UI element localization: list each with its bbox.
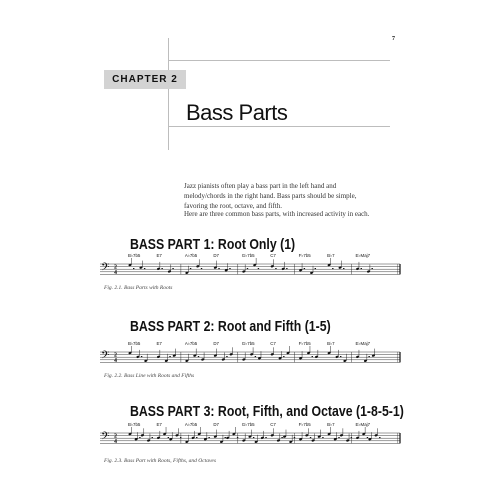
rest-mark — [283, 356, 284, 357]
rest-mark — [190, 268, 191, 269]
rest-mark — [133, 268, 134, 269]
rest-mark — [340, 356, 341, 357]
rest-mark — [196, 437, 197, 438]
rest-mark — [368, 356, 369, 357]
rest-mark — [312, 356, 313, 357]
rest-mark — [338, 437, 339, 438]
rest-mark — [367, 437, 368, 438]
rest-mark — [361, 268, 362, 269]
chord-symbol: B♭7b5 — [128, 341, 141, 346]
rest-mark — [229, 268, 230, 269]
rest-mark — [253, 437, 254, 438]
rest-mark — [152, 437, 153, 438]
time-signature-numerator: 2 — [114, 264, 117, 271]
rest-mark — [304, 268, 305, 269]
chord-symbol: G♭7b5 — [241, 422, 255, 427]
rest-mark — [322, 437, 323, 438]
chord-symbol: D7 — [213, 341, 219, 346]
time-signature-denominator: 4 — [114, 358, 117, 365]
guide-rule-horizontal — [168, 60, 390, 61]
figure-caption: Fig. 2.1. Bass Parts with Roots — [104, 285, 173, 291]
chord-symbol: F♭7b5 — [298, 253, 311, 258]
rest-mark — [379, 437, 380, 438]
rest-mark — [168, 437, 169, 438]
rest-mark — [141, 356, 142, 357]
rest-mark — [371, 268, 372, 269]
chord-symbol: B♭7b5 — [128, 253, 141, 258]
chord-symbol: F♭7b5 — [298, 341, 311, 346]
rest-mark — [332, 268, 333, 269]
chord-symbol: G♭7b5 — [241, 253, 255, 258]
title-underline — [168, 126, 390, 127]
rest-mark — [275, 268, 276, 269]
time-signature-denominator: 4 — [114, 439, 117, 446]
rest-mark — [315, 268, 316, 269]
chord-symbol: E♭Maj7 — [355, 341, 371, 346]
chord-symbol: E7 — [156, 253, 162, 258]
rest-mark — [172, 268, 173, 269]
chord-symbol: D7 — [213, 422, 219, 427]
chord-symbol: E7 — [156, 341, 162, 346]
rest-mark — [198, 356, 199, 357]
section-title: Bass Parts — [186, 100, 288, 125]
bass-clef-symbol: 𝄢 — [101, 430, 110, 446]
chapter-label: CHAPTER 2 — [112, 74, 178, 85]
chord-symbol: B♭7 — [327, 253, 335, 258]
rest-mark — [255, 356, 256, 357]
time-signature-denominator: 4 — [114, 270, 117, 277]
chapter-label-box — [104, 70, 186, 89]
rest-mark — [343, 268, 344, 269]
bass-clef-symbol: 𝄢 — [101, 261, 110, 277]
chord-symbol: D7 — [213, 253, 219, 258]
rest-mark — [226, 356, 227, 357]
rest-mark — [310, 437, 311, 438]
bass-part-heading: BASS PART 3: Root, Fifth, and Octave (1-8-5-1) — [130, 403, 404, 420]
chord-symbol: B♭7 — [327, 422, 335, 427]
rest-mark — [281, 437, 282, 438]
bass-part-heading: BASS PART 2: Root and Fifth (1-5) — [130, 318, 331, 335]
guide-rule-vertical — [168, 38, 169, 150]
rest-mark — [201, 268, 202, 269]
rest-mark — [286, 268, 287, 269]
rest-mark — [225, 437, 226, 438]
time-signature-numerator: 2 — [114, 433, 117, 440]
chord-symbol: B♭7b5 — [128, 422, 141, 427]
chord-symbol: B♭7 — [327, 341, 335, 346]
rest-mark — [265, 437, 266, 438]
rest-mark — [208, 437, 209, 438]
rest-mark — [144, 268, 145, 269]
figure-caption: Fig. 2.3. Bass Part with Roots, Fifths, and Octaves — [104, 458, 216, 464]
page-number: 7 — [392, 36, 395, 42]
chord-symbol: C7 — [270, 341, 276, 346]
time-signature-numerator: 2 — [114, 352, 117, 359]
chord-symbol: E7 — [156, 422, 162, 427]
chord-symbol: A♭7b5 — [184, 341, 198, 346]
rest-mark — [169, 356, 170, 357]
intro-paragraph: Here are three common bass parts, with increased activity in each. — [184, 210, 370, 218]
rest-mark — [139, 437, 140, 438]
chord-symbol: E♭Maj7 — [355, 422, 371, 427]
bass-clef-symbol: 𝄢 — [101, 349, 110, 365]
chord-symbol: A♭7b5 — [184, 253, 198, 258]
rest-mark — [247, 268, 248, 269]
rest-mark — [218, 268, 219, 269]
rest-mark — [161, 268, 162, 269]
chord-symbol: C7 — [270, 253, 276, 258]
bass-part-heading: BASS PART 1: Root Only (1) — [130, 236, 296, 253]
chord-symbol: A♭7b5 — [184, 422, 198, 427]
rest-mark — [258, 268, 259, 269]
chord-symbol: E♭Maj7 — [355, 253, 371, 258]
intro-paragraph: Jazz pianists often play a bass part in the left hand and melody/chords in the right hand. Bass parts should be simple, favoring the root, octave, and fifth. — [184, 182, 357, 210]
music-staff — [100, 421, 402, 461]
figure-caption: Fig. 2.2. Bass Line with Roots and Fifths — [104, 373, 195, 379]
chord-symbol: C7 — [270, 422, 276, 427]
chord-symbol: G♭7b5 — [241, 341, 255, 346]
chord-symbol: F♭7b5 — [298, 422, 311, 427]
